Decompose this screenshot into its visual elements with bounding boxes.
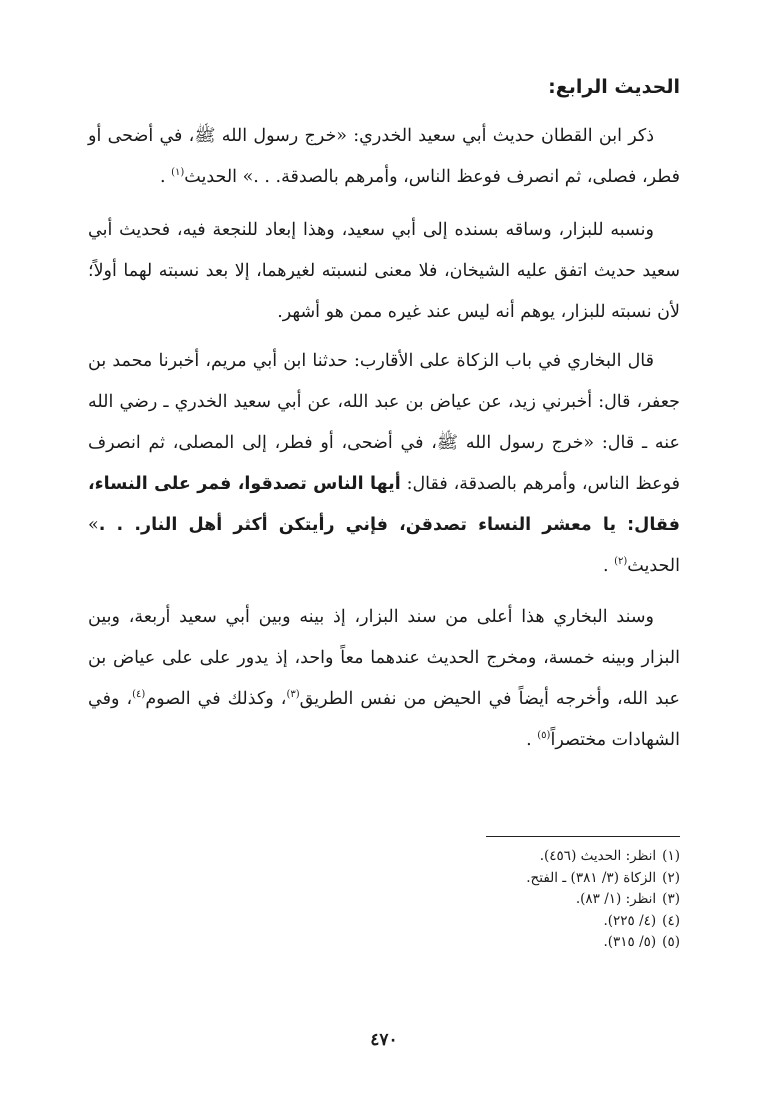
page-number: ٤٧٠ <box>370 1030 398 1050</box>
footnote-separator <box>486 836 680 837</box>
paragraph-3-text: قال البخاري في باب الزكاة على الأقارب: حدثنا ابن أبي مريم، أخبرنا محمد بن جعفر، قال: أخبرني زيد، عن عياض بن عبد الله، عن أبي سعيد الخدري ـ رضي الله عنه ـ قال: «خرج رسول الله ﷺ، في أضحى، أو فطر، إلى المصلى، ثم انصرف فوعظ الناس، وأمرهم بالصدقة، فقال: <box>88 351 681 494</box>
footnote-number: (٤) <box>662 912 680 929</box>
paragraph-3-bold-quote: أيها الناس تصدقوا، فمر على النساء، فقال: يا معشر النساء تصدقن، فإني رأيتكن أكثر أهل النار. . . <box>88 474 680 535</box>
footnote-text: الزكاة (٣/ ٣٨١) ـ الفتح. <box>526 869 657 886</box>
paragraph-4 <box>88 597 680 761</box>
footnote-text: (٤/ ٢٢٥). <box>603 912 657 929</box>
footnote-number: (١) <box>662 848 680 864</box>
paragraph-3-tail: » الحديث <box>88 515 680 576</box>
paragraph-3-end: . <box>602 556 615 576</box>
footnote-ref-1: (١) <box>171 167 185 179</box>
paragraph-4-text-3: ، وفي الشهادات مختصراً <box>88 689 680 750</box>
paragraph-4-end: . <box>526 730 538 750</box>
footnote-text: (٥/ ٣١٥). <box>603 934 657 951</box>
paragraph-4-text-2: ، وكذلك في الصوم <box>145 689 287 709</box>
footnote-number: (٥) <box>662 934 680 951</box>
footnote-ref-5: (٥) <box>537 730 551 742</box>
paragraph-3 <box>88 341 680 587</box>
paragraph-2: ونسبه للبزار، وساقه بسنده إلى أبي سعيد، وهذا إبعاد للنجعة فيه، فحديث أبي سعيد حديث اتفق عليه الشيخان، فلا معنى لنسبته لغيرهما، إلا بعد نسبته لهما أولاً؛ لأن نسبته للبزار، يوهم أنه ليس عند غيره ممن هو أشهر. <box>88 220 680 322</box>
footnote-4 <box>300 911 680 933</box>
footnote-text: انظر: (١/ ٨٣). <box>575 891 657 908</box>
footnote-number: (٢) <box>662 869 680 886</box>
paragraph-1 <box>88 116 680 198</box>
footnote-5 <box>300 932 680 954</box>
paragraph-1-text: ذكر ابن القطان حديث أبي سعيد الخدري: «خرج رسول الله ﷺ، في أضحى أو فطر، فصلى، ثم انصرف فوعظ الناس، وأمرهم بالصدقة. . .» الحديث <box>88 126 680 187</box>
footnote-number: (٣) <box>662 891 680 908</box>
paragraph-4-text: وسند البخاري هذا أعلى من سند البزار، إذ بينه وبين أبي سعيد أربعة، وبين البزار وبينه خمسة، ومخرج الحديث عندهما معاً واحد، إذ يدور على على عياض بن عبد الله، وأخرجه أيضاً في الحيض من نفس الطريق <box>88 607 680 709</box>
footnote-1 <box>300 846 680 868</box>
footnote-text: انظر: الحديث (٤٥٦). <box>539 848 657 864</box>
section-heading: الحديث الرابع: <box>548 76 680 98</box>
footnote-ref-3: (٣) <box>286 689 300 701</box>
page-body <box>88 70 680 771</box>
paragraph-1-end: . <box>159 167 172 187</box>
footnote-2 <box>300 868 680 890</box>
footnote-ref-4: (٤) <box>132 689 146 701</box>
footnote-3 <box>300 889 680 911</box>
footnotes <box>300 846 680 954</box>
footnote-ref-2: (٢) <box>614 556 628 568</box>
